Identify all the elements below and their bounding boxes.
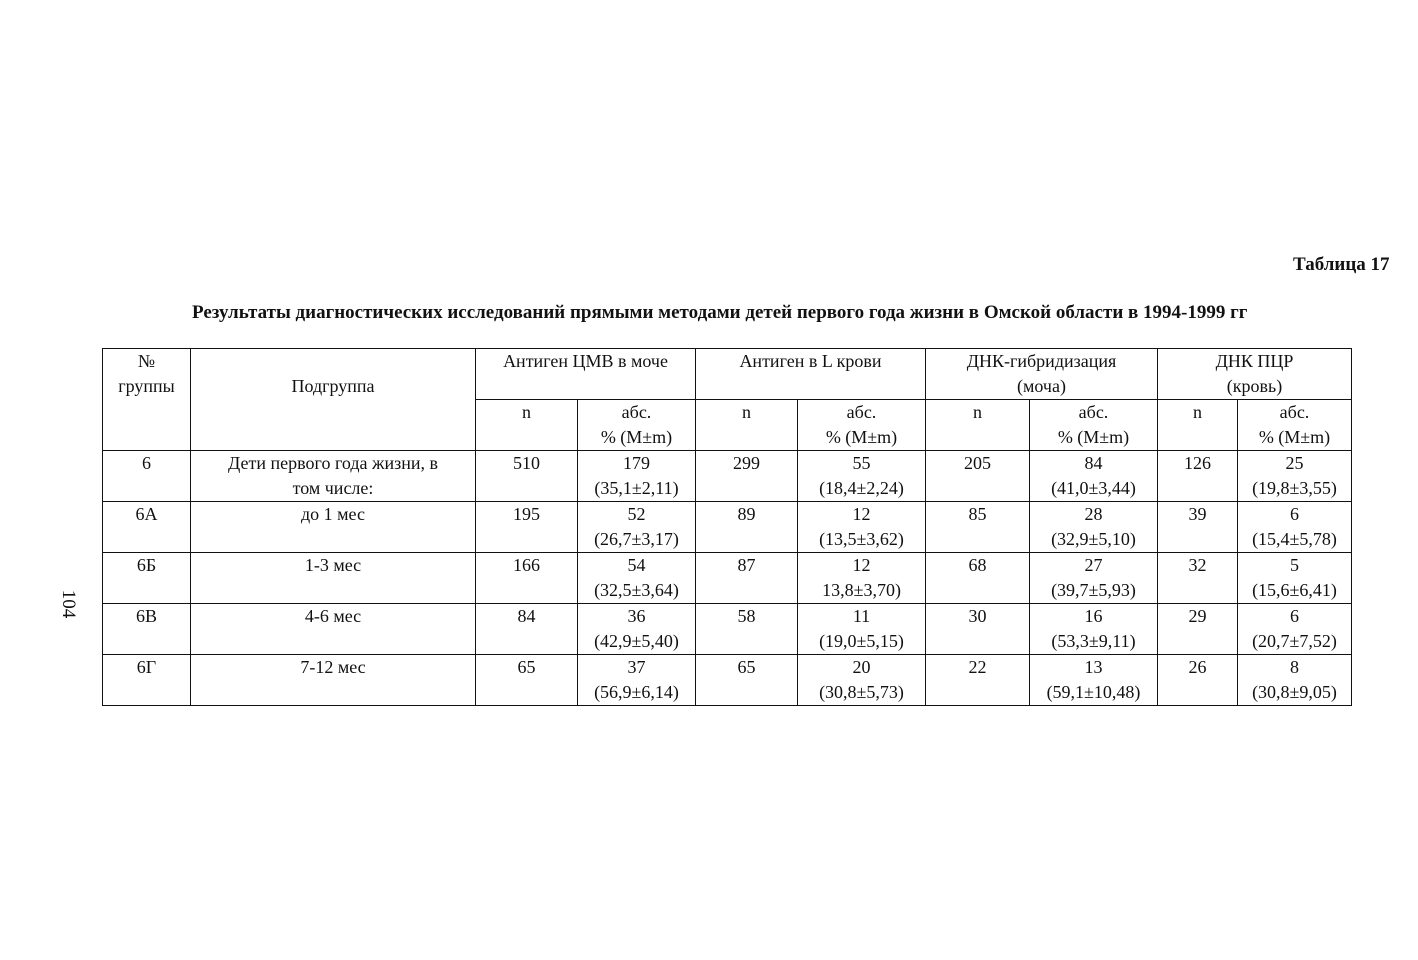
n-cell: 22 [926, 655, 1030, 706]
abs-cell [578, 553, 696, 604]
pct-value: (19,8±3,55) [1252, 478, 1337, 498]
group-cell: 6 [103, 451, 191, 502]
header-abs-line1: абс. [1078, 402, 1109, 422]
abs-cell [1238, 502, 1352, 553]
subgroup-line1: 7-12 мес [300, 657, 366, 677]
abs-cell [798, 502, 926, 553]
n-cell: 39 [1158, 502, 1238, 553]
n-cell: 84 [476, 604, 578, 655]
abs-value: 20 [852, 657, 871, 677]
header-abs-line1: абс. [621, 402, 652, 422]
pct-value: (30,8±5,73) [819, 682, 904, 702]
group-cell: 6А [103, 502, 191, 553]
pct-value: (32,9±5,10) [1051, 529, 1136, 549]
abs-cell [1030, 655, 1158, 706]
header-method-line1: Антиген в L крови [739, 351, 882, 371]
abs-value: 6 [1290, 606, 1299, 626]
table-row [103, 502, 1352, 553]
n-cell: 166 [476, 553, 578, 604]
header-method-line1: ДНК-гибридизация [966, 351, 1117, 371]
subgroup-line1: Дети первого года жизни, в [228, 453, 438, 473]
pct-value: (39,7±5,93) [1051, 580, 1136, 600]
pct-value: (41,0±3,44) [1051, 478, 1136, 498]
header-method-line1: ДНК ПЦР [1215, 351, 1294, 371]
n-cell: 30 [926, 604, 1030, 655]
abs-cell [798, 655, 926, 706]
group-cell: 6Г [103, 655, 191, 706]
abs-value: 13 [1084, 657, 1103, 677]
subgroup-line1: 4-6 мес [304, 606, 362, 626]
header-subgroup: Подгруппа [191, 349, 476, 451]
header-row-methods [103, 349, 1352, 400]
subgroup-line2: том числе: [292, 478, 374, 498]
subgroup-cell [191, 502, 476, 553]
abs-value: 5 [1290, 555, 1299, 575]
abs-value: 84 [1084, 453, 1103, 473]
pct-value: (32,5±3,64) [594, 580, 679, 600]
pct-value: (59,1±10,48) [1046, 682, 1141, 702]
header-abs-line1: абс. [1279, 402, 1310, 422]
abs-cell [578, 451, 696, 502]
abs-cell [578, 502, 696, 553]
n-cell: 126 [1158, 451, 1238, 502]
n-cell: 510 [476, 451, 578, 502]
header-abs [1030, 400, 1158, 451]
abs-cell [1238, 604, 1352, 655]
abs-value: 6 [1290, 504, 1299, 524]
abs-cell [1030, 451, 1158, 502]
subgroup-cell [191, 604, 476, 655]
abs-cell [798, 451, 926, 502]
header-abs-line2: % (M±m) [1258, 427, 1331, 447]
header-method-line2: (моча) [1017, 376, 1066, 396]
header-abs [798, 400, 926, 451]
n-cell: 195 [476, 502, 578, 553]
pct-value: (20,7±7,52) [1252, 631, 1337, 651]
header-method-antigen-blood [696, 349, 926, 400]
pct-value: (53,3±9,11) [1051, 631, 1136, 651]
group-cell: 6В [103, 604, 191, 655]
n-cell: 26 [1158, 655, 1238, 706]
abs-value: 36 [627, 606, 646, 626]
header-abs-line2: % (M±m) [1057, 427, 1130, 447]
pct-value: (56,9±6,14) [594, 682, 679, 702]
abs-value: 54 [627, 555, 646, 575]
abs-value: 11 [852, 606, 871, 626]
pct-value: (30,8±9,05) [1252, 682, 1337, 702]
header-abs [578, 400, 696, 451]
abs-value: 25 [1285, 453, 1304, 473]
header-method-cmv-urine [476, 349, 696, 400]
header-abs [1238, 400, 1352, 451]
abs-value: 12 [852, 555, 871, 575]
table-row [103, 655, 1352, 706]
n-cell: 85 [926, 502, 1030, 553]
header-abs-line1: абс. [846, 402, 877, 422]
subgroup-line1: до 1 мес [301, 504, 365, 524]
abs-cell [1238, 451, 1352, 502]
pct-value: (42,9±5,40) [594, 631, 679, 651]
header-abs-line2: % (M±m) [825, 427, 898, 447]
abs-cell [1238, 655, 1352, 706]
table-label: Таблица 17 [1293, 254, 1390, 275]
abs-cell [798, 604, 926, 655]
n-cell: 65 [476, 655, 578, 706]
subgroup-cell [191, 655, 476, 706]
n-cell: 32 [1158, 553, 1238, 604]
n-cell: 68 [926, 553, 1030, 604]
pct-value: 13,8±3,70) [822, 580, 901, 600]
abs-value: 28 [1084, 504, 1103, 524]
header-n: n [696, 400, 798, 451]
table-row [103, 451, 1352, 502]
pct-value: (15,4±5,78) [1252, 529, 1337, 549]
subgroup-line1: 1-3 мес [304, 555, 362, 575]
abs-value: 52 [627, 504, 646, 524]
n-cell: 205 [926, 451, 1030, 502]
n-cell: 58 [696, 604, 798, 655]
abs-cell [578, 655, 696, 706]
header-n: n [476, 400, 578, 451]
abs-cell [798, 553, 926, 604]
header-n: n [1158, 400, 1238, 451]
header-group-number [103, 349, 191, 451]
subgroup-cell [191, 451, 476, 502]
header-method-dna-pcr [1158, 349, 1352, 400]
pct-value: (18,4±2,24) [819, 478, 904, 498]
abs-value: 27 [1084, 555, 1103, 575]
abs-value: 16 [1084, 606, 1103, 626]
abs-value: 8 [1290, 657, 1299, 677]
header-group-number-line2: группы [118, 376, 175, 396]
results-table [102, 348, 1352, 706]
n-cell: 87 [696, 553, 798, 604]
n-cell: 65 [696, 655, 798, 706]
header-method-dna-hybridization [926, 349, 1158, 400]
n-cell: 299 [696, 451, 798, 502]
header-n: n [926, 400, 1030, 451]
abs-value: 55 [852, 453, 871, 473]
abs-cell [1238, 553, 1352, 604]
abs-cell [1030, 502, 1158, 553]
abs-value: 37 [627, 657, 646, 677]
n-cell: 89 [696, 502, 798, 553]
table-row [103, 604, 1352, 655]
header-group-number-line1: № [137, 351, 156, 371]
abs-cell [1030, 604, 1158, 655]
page-number: 104 [58, 589, 79, 619]
header-method-line1: Антиген ЦМВ в моче [503, 351, 668, 371]
abs-value: 179 [623, 453, 650, 473]
subgroup-cell [191, 553, 476, 604]
abs-value: 12 [852, 504, 871, 524]
header-abs-line2: % (M±m) [600, 427, 673, 447]
abs-cell [1030, 553, 1158, 604]
table-title: Результаты диагностических исследований прямыми методами детей первого года жизни в Омской области в 1994-1999 гг [192, 302, 1248, 323]
pct-value: (35,1±2,11) [594, 478, 679, 498]
header-method-line2: (кровь) [1226, 376, 1283, 396]
pct-value: (15,6±6,41) [1252, 580, 1337, 600]
group-cell: 6Б [103, 553, 191, 604]
table-row [103, 553, 1352, 604]
pct-value: (26,7±3,17) [594, 529, 679, 549]
pct-value: (19,0±5,15) [819, 631, 904, 651]
pct-value: (13,5±3,62) [819, 529, 904, 549]
n-cell: 29 [1158, 604, 1238, 655]
abs-cell [578, 604, 696, 655]
